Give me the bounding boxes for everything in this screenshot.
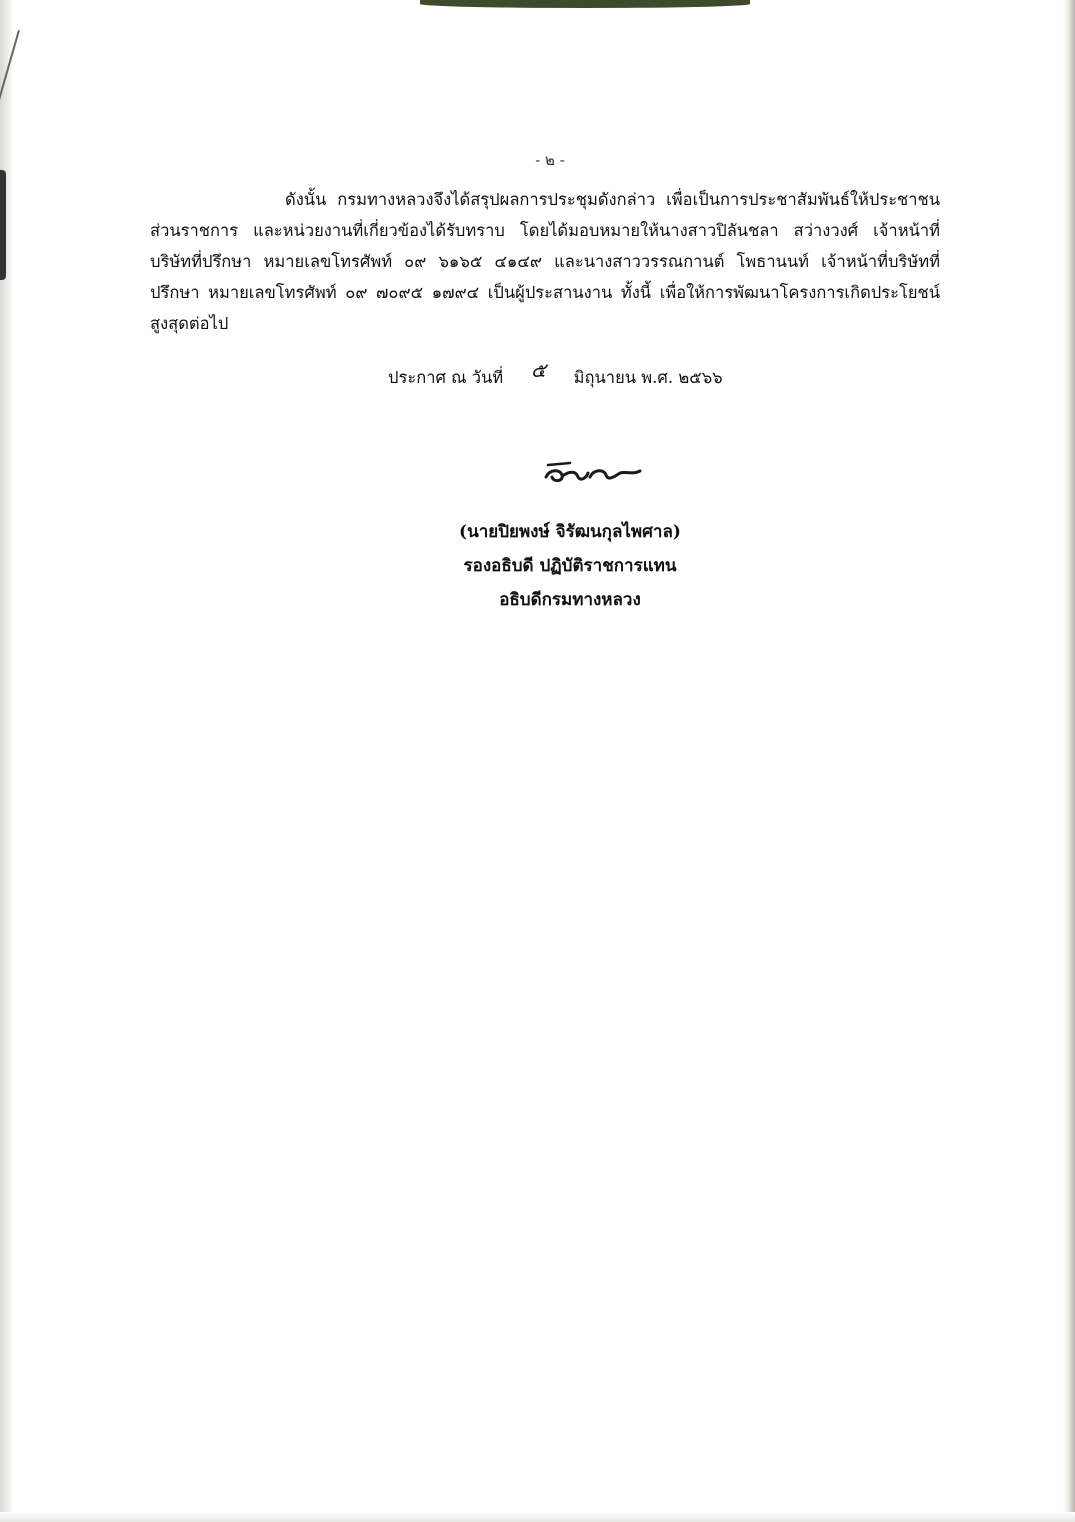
signer-name: (นายปิยพงษ์ จิรัฒนกุลไพศาล) [459, 522, 681, 542]
page-number: - ๒ - [535, 151, 565, 169]
announcement-suffix: มิถุนายน พ.ศ. ๒๕๖๖ [573, 368, 723, 387]
announcement-day: ๕ [530, 358, 546, 382]
signer-organization: อธิบดีกรมทางหลวง [499, 590, 641, 610]
signer-block [380, 515, 760, 617]
announcement-prefix: ประกาศ ณ วันที่ [388, 368, 504, 387]
body-paragraph: ดังนั้น กรมทางหลวงจึงได้สรุปผลการประชุมดังกล่าว เพื่อเป็นการประชาสัมพันธ์ให้ประชาชน ส่วนราชการ และหน่วยงานที่เกี่ยวข้องได้รับทราบ โดยได้มอบหมายให้นางสาวปิลันชลา สว่างวงศ์ เจ้าหน้าที่บริษัทที่ปรึกษา หมายเลขโทรศัพท์ ๐๙ ๖๑๖๕ ๔๑๔๙ และนางสาววรรณกานต์ โพธานนท์ เจ้าหน้าที่บริษัทที่ปรึกษา หมายเลขโทรศัพท์ ๐๙ ๗๐๙๕ ๑๗๙๔ เป็นผู้ประสานงาน ทั้งนี้ เพื่อให้การพัฒนาโครงการเกิดประโยชน์สูงสุดต่อไป [150, 190, 940, 333]
scan-left-shadow [0, 170, 6, 280]
scan-right-edge [1063, 0, 1075, 1522]
handwritten-signature [540, 455, 650, 491]
body-paragraph-block [150, 184, 940, 339]
announcement-date-line [388, 360, 723, 392]
signer-position: รองอธิบดี ปฏิบัติราชการแทน [463, 556, 677, 576]
scan-bottom-edge [0, 1512, 1075, 1522]
scan-top-shadow [420, 0, 750, 8]
